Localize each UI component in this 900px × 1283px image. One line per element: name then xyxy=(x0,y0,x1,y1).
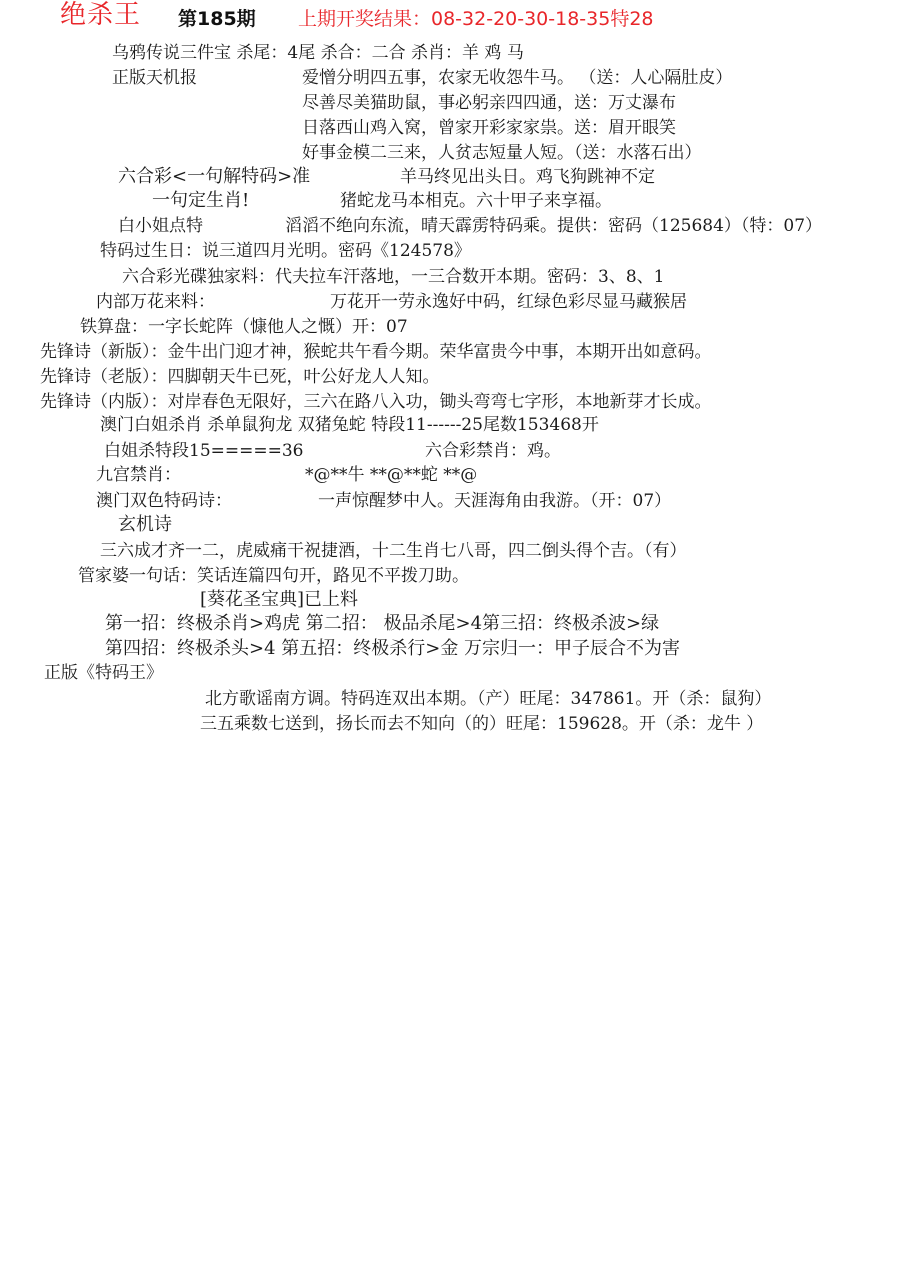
text-line: 内部万花来料： xyxy=(96,292,215,312)
text-line: 六合彩禁肖：鸡。 xyxy=(425,441,561,461)
text-line: 澳门白姐杀肖 杀单鼠狗龙 双猪兔蛇 特段11------25尾数153468开 xyxy=(100,415,599,435)
text-line: 好事金模二三来，人贫志短量人短。（送：水落石出） xyxy=(302,143,702,163)
text-line: 乌鸦传说三件宝 杀尾：4尾 杀合：二合 杀肖：羊 鸡 马 xyxy=(112,43,524,63)
text-line: 先锋诗（老版）：四脚朝天牛已死，叶公好龙人人知。 xyxy=(40,367,440,387)
text-line: 正版《特码王》 xyxy=(44,663,163,683)
text-line: 第一招：终极杀肖>鸡虎 第二招： 极品杀尾>4第三招：终极杀波>绿 xyxy=(105,613,660,634)
text-line: 九宫禁肖： xyxy=(96,465,181,485)
text-line: 一句定生肖! xyxy=(152,190,250,211)
text-line: 先锋诗（内版）：对岸春色无限好，三六在路八入功，锄头弯弯七字形，本地新芽才长成。 xyxy=(40,392,712,412)
text-line: 尽善尽美猫助鼠，事必躬亲四四通，送：万丈瀑布 xyxy=(302,93,676,113)
brand-title: 绝杀王 xyxy=(60,0,142,30)
text-line: 三六成才齐一二，虎威痛干祝捷酒，十二生肖七八哥，四二倒头得个吉。（有） xyxy=(100,541,687,561)
text-line: 三五乘数七送到，扬长而去不知向（的）旺尾：159628。开（杀：龙牛 ） xyxy=(200,714,764,734)
text-line: 万花开一劳永逸好中码，红绿色彩尽显马藏猴居 xyxy=(330,292,687,312)
issue-number: 第185期 xyxy=(178,8,256,30)
text-line: 一声惊醒梦中人。天涯海角由我游。（开：07） xyxy=(318,491,672,511)
text-line: 滔滔不绝向东流，晴天霹雳特码乘。提供：密码（125684）（特：07） xyxy=(285,216,823,236)
text-line: 猪蛇龙马本相克。六十甲子来享福。 xyxy=(340,191,612,211)
text-line: 羊马终见出头日。鸡飞狗跳神不定 xyxy=(400,167,655,187)
text-line: 北方歌谣南方调。特码连双出本期。（产）旺尾：347861。开（杀：鼠狗） xyxy=(205,689,772,709)
text-line: 澳门双色特码诗： xyxy=(96,491,232,511)
text-line: 先锋诗（新版）：金牛出门迎才神，猴蛇共午看今期。荣华富贵今中事，本期开出如意码。 xyxy=(40,342,712,362)
text-line: 第四招：终极杀头>4 第五招：终极杀行>金 万宗归一：甲子辰合不为害 xyxy=(105,638,681,659)
text-line: [葵花圣宝典]已上料 xyxy=(200,589,359,610)
text-line: 六合彩<一句解特码>准 xyxy=(118,166,311,187)
text-line: 特码过生日：说三道四月光明。密码《124578》 xyxy=(100,241,471,261)
text-line: 爱憎分明四五事，农家无收怨牛马。 （送：人心隔肚皮） xyxy=(302,68,733,88)
text-line: 日落西山鸡入窝，曾家开彩家家祟。送：眉开眼笑 xyxy=(302,118,676,138)
text-line: 铁算盘：一字长蛇阵（慷他人之慨）开：07 xyxy=(80,317,408,337)
text-line: *@**牛 **@**蛇 **@ xyxy=(305,465,478,485)
text-line: 白姐杀特段15=====36 xyxy=(104,441,304,461)
last-result: 上期开奖结果：08-32-20-30-18-35特28 xyxy=(298,8,654,30)
text-line: 正版天机报 xyxy=(112,68,197,88)
text-line: 白小姐点特 xyxy=(118,216,203,236)
text-line: 玄机诗 xyxy=(118,514,172,535)
text-line: 六合彩光碟独家料：代夫拉车汗落地，一三合数开本期。密码：3、8、1 xyxy=(122,267,665,287)
text-line: 管家婆一句话：笑话连篇四句开，路见不平拨刀助。 xyxy=(78,566,469,586)
